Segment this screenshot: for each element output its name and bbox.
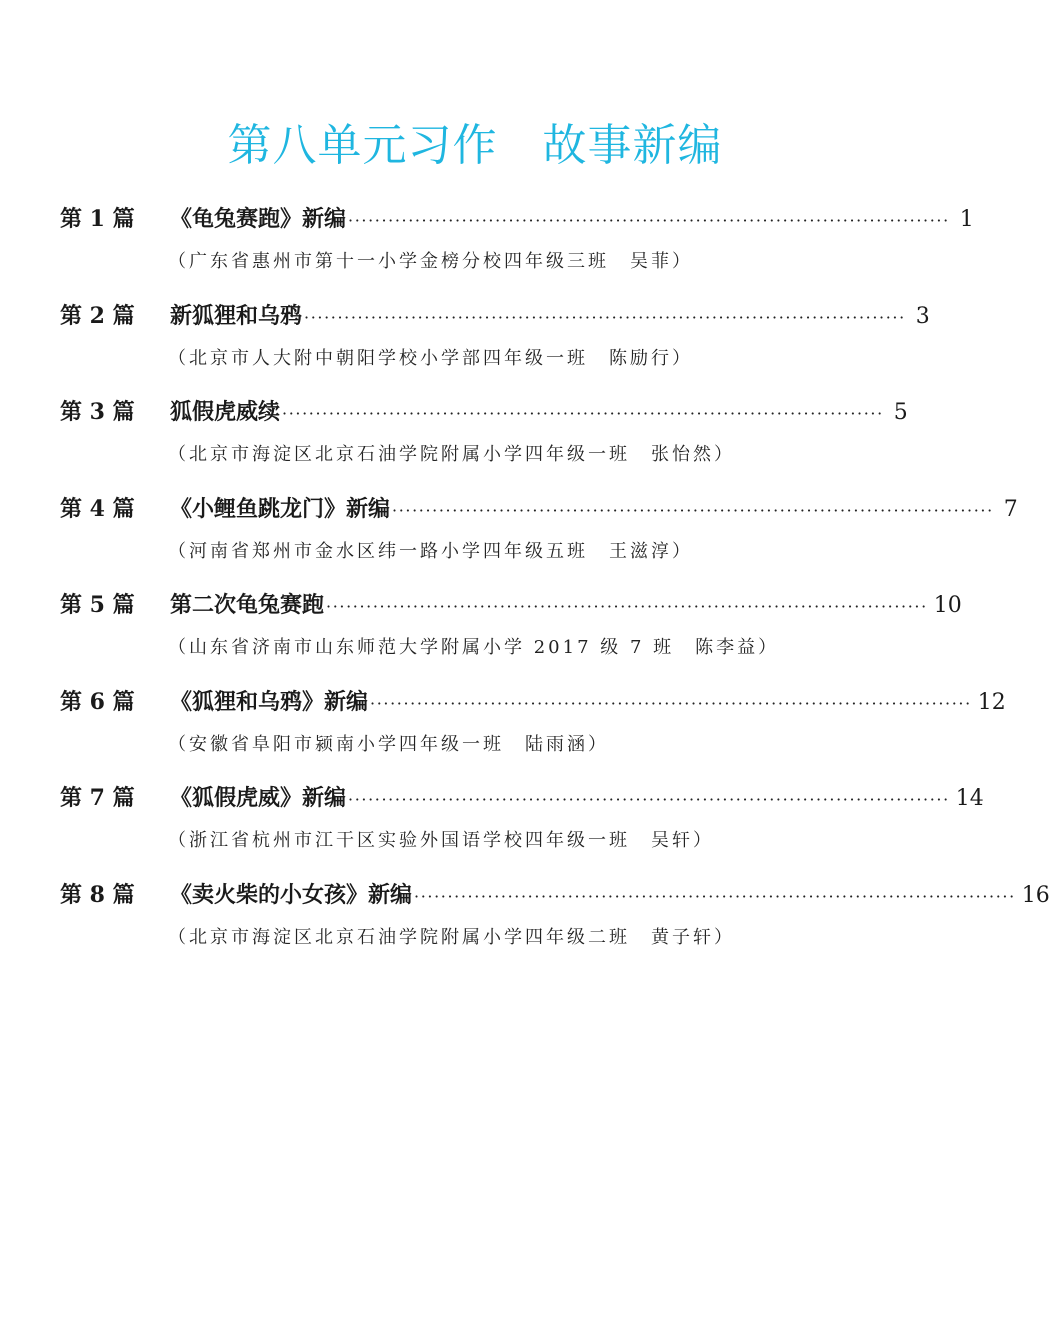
- page-title: 第八单元习作 故事新编: [227, 120, 723, 171]
- toc-entry-4[interactable]: [60, 486, 1018, 583]
- entry-author: （安徽省阜阳市颍南小学四年级一班 陆雨涵）: [168, 733, 609, 755]
- entry-author: （河南省郑州市金水区纬一路小学四年级五班 王滋淳）: [168, 540, 693, 562]
- entry-title[interactable]: 第二次龟兔赛跑: [170, 592, 325, 618]
- dot-leader: ··························································································: [326, 597, 928, 616]
- entry-page-number[interactable]: 1: [959, 207, 974, 232]
- toc-entry-5[interactable]: [60, 582, 962, 679]
- entry-title[interactable]: 狐假虎威续: [170, 399, 281, 425]
- dot-leader: ··························································································: [282, 404, 884, 423]
- entry-number: 第 6 篇: [60, 688, 135, 715]
- toc-entry-8[interactable]: [60, 872, 1050, 969]
- entry-title[interactable]: 《龟兔赛跑》新编: [170, 206, 347, 232]
- entry-number: 第 2 篇: [60, 302, 135, 329]
- toc-entry-line: [60, 582, 962, 628]
- toc-entry-line: [60, 293, 930, 339]
- entry-author: （北京市人大附中朝阳学校小学部四年级一班 陈励行）: [168, 347, 693, 369]
- toc-entry-line: [60, 486, 1018, 532]
- entry-page-number[interactable]: 7: [1003, 496, 1018, 522]
- entry-page-number[interactable]: 16: [1021, 882, 1050, 908]
- dot-leader: ··························································································: [392, 500, 994, 520]
- entry-author: （北京市海淀区北京石油学院附属小学四年级一班 张怡然）: [168, 444, 735, 465]
- toc-entry-line: [60, 775, 984, 821]
- entry-number: 第 3 篇: [60, 399, 135, 425]
- entry-number: 第 4 篇: [60, 495, 135, 522]
- entry-title[interactable]: 新狐狸和乌鸦: [170, 302, 303, 329]
- dot-leader: ··························································································: [348, 211, 950, 230]
- dot-leader: ··························································································: [348, 790, 950, 809]
- entry-title[interactable]: 《狐假虎威》新编: [170, 785, 347, 811]
- toc-entry-line: [60, 872, 1050, 918]
- entry-number: 第 8 篇: [60, 881, 135, 908]
- toc-entry-6[interactable]: [60, 679, 1006, 776]
- toc-entry-line: [60, 679, 1006, 725]
- entry-number: 第 7 篇: [60, 785, 135, 811]
- entry-page-number[interactable]: 14: [955, 786, 984, 811]
- entry-title[interactable]: 《小鲤鱼跳龙门》新编: [170, 495, 391, 522]
- entry-page-number[interactable]: 5: [893, 400, 908, 425]
- toc-entry-line: [60, 389, 908, 435]
- entry-author: （山东省济南市山东师范大学附属小学 2017 级 7 班 陈李益）: [168, 637, 780, 658]
- entry-number: 第 1 篇: [60, 206, 135, 232]
- entry-page-number[interactable]: 3: [915, 303, 930, 329]
- entry-page-number[interactable]: 12: [977, 689, 1006, 715]
- dot-leader: ··························································································: [414, 886, 1016, 906]
- toc-entry-3[interactable]: [60, 389, 908, 486]
- entry-author: （北京市海淀区北京石油学院附属小学四年级二班 黄子轩）: [168, 926, 735, 948]
- toc-entry-2[interactable]: [60, 293, 930, 390]
- entry-title[interactable]: 《狐狸和乌鸦》新编: [170, 688, 369, 715]
- entry-author: （广东省惠州市第十一小学金榜分校四年级三班 吴菲）: [168, 251, 693, 272]
- entry-page-number[interactable]: 10: [933, 593, 962, 618]
- dot-leader: ··························································································: [370, 693, 972, 713]
- table-of-contents: [60, 196, 1050, 968]
- toc-entry-7[interactable]: [60, 775, 984, 872]
- toc-entry-line: [60, 196, 974, 242]
- entry-title[interactable]: 《卖火柴的小女孩》新编: [170, 881, 413, 908]
- toc-entry-1[interactable]: [60, 196, 974, 293]
- entry-number: 第 5 篇: [60, 592, 135, 618]
- dot-leader: ··························································································: [304, 307, 906, 327]
- entry-author: （浙江省杭州市江干区实验外国语学校四年级一班 吴轩）: [168, 830, 714, 851]
